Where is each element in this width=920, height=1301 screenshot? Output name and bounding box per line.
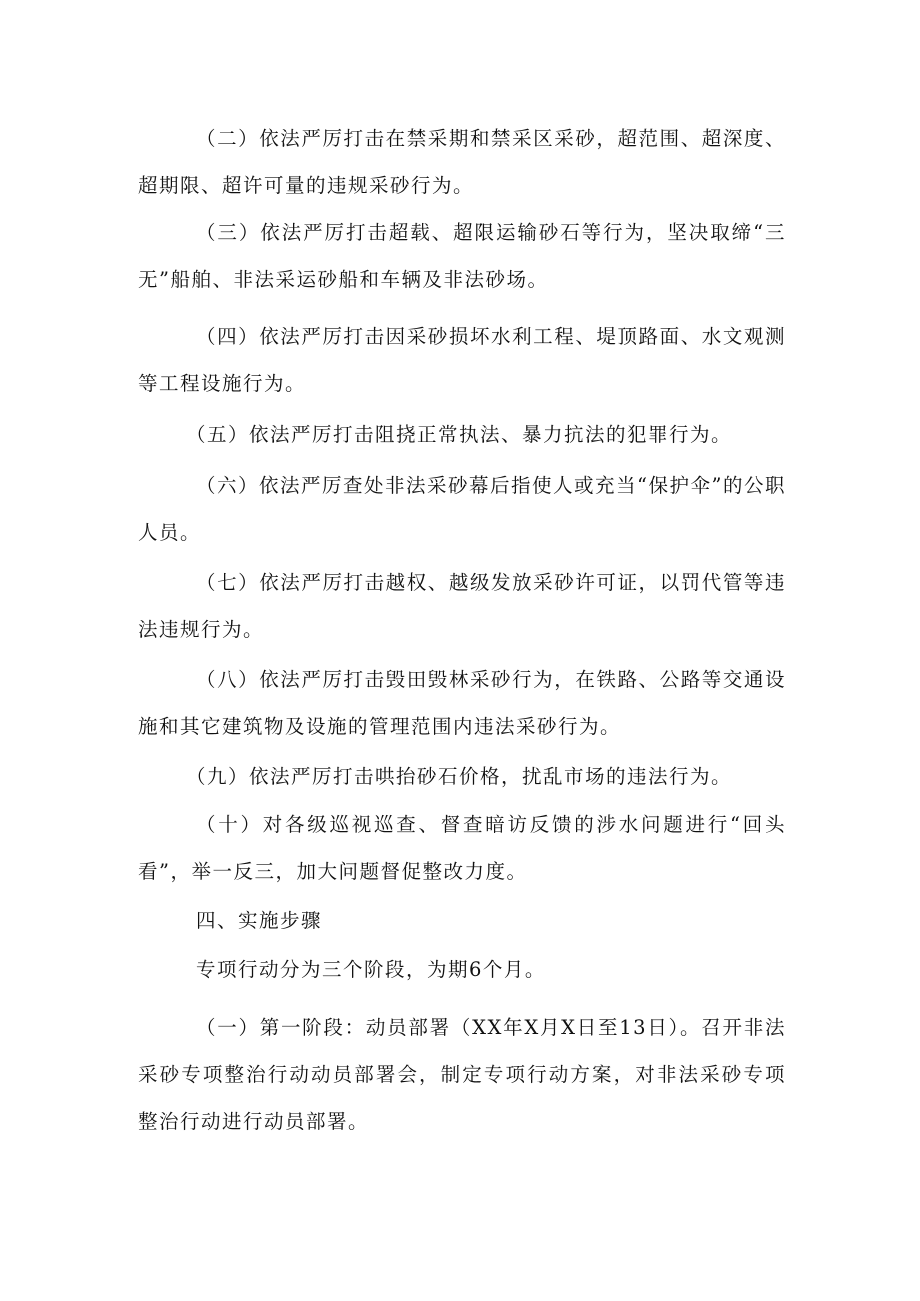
paragraph-6: （六）依法严厉查处非法采砂幕后指使人或充当“保护伞”的公职人员。 [138, 474, 786, 544]
paragraph-3: （三）依法严厉打击超载、超限运输砂石等行为，坚决取缔“三无”船舶、非法采运砂船和车辆及非法砂场。 [138, 221, 786, 291]
section-heading: 四、实施步骤 [196, 909, 323, 932]
paragraph-2: （二）依法严厉打击在禁采期和禁采区采砂，超范围、超深度、超期限、超许可量的违规采砂行为。 [138, 127, 786, 197]
section-intro: 专项行动分为三个阶段，为期6个月。 [196, 958, 546, 981]
paragraph-7: （七）依法严厉打击越权、越级发放采砂许可证，以罚代管等违法违规行为。 [138, 571, 786, 641]
paragraph-8: （八）依法严厉打击毁田毁林采砂行为，在铁路、公路等交通设施和其它建筑物及设施的管理范围内违法采砂行为。 [138, 668, 786, 738]
paragraph-9: （九）依法严厉打击哄抬砂石价格，扰乱市场的违法行为。 [186, 765, 733, 788]
stage-one-paragraph: （一）第一阶段：动员部署（XX年X月X日至13日）。召开非法采砂专项整治行动动员部署会，制定专项行动方案，对非法采砂专项整治行动进行动员部署。 [138, 1016, 786, 1133]
paragraph-10: （十）对各级巡视巡查、督查暗访反馈的涉水问题进行“回头看”，举一反三，加大问题督促整改力度。 [138, 813, 786, 883]
paragraph-4: （四）依法严厉打击因采砂损坏水利工程、堤顶路面、水文观测等工程设施行为。 [138, 325, 786, 395]
paragraph-5: （五）依法严厉打击阻挠正常执法、暴力抗法的犯罪行为。 [186, 423, 733, 446]
